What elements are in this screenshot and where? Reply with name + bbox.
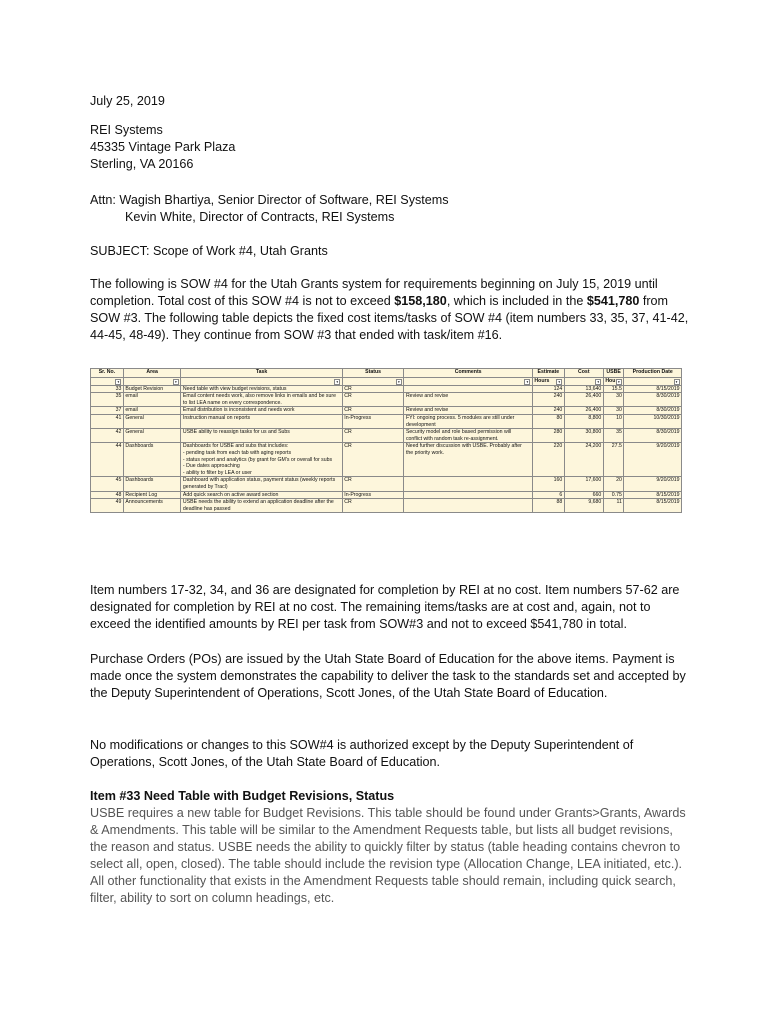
- cell-production-date: 9/20/2019: [624, 477, 682, 491]
- cell-comments: [404, 407, 532, 415]
- cell-task: [181, 429, 342, 443]
- cell-usbe: 10: [603, 414, 624, 428]
- cell-comments: [404, 477, 532, 491]
- cell-sr: 45: [91, 477, 124, 491]
- task-line: - ability to filter by LEA or user: [182, 469, 252, 476]
- task-line: deadline has passed: [182, 505, 231, 512]
- letter-date: July 25, 2019: [90, 94, 165, 108]
- address-line: Sterling, VA 20166: [90, 157, 194, 171]
- filter-dropdown-icon[interactable]: ▾: [595, 379, 601, 385]
- task-line: Email content needs work, also remove links in emails and be sure: [182, 393, 337, 400]
- cell-status: CR: [342, 443, 404, 477]
- cell-estimate: 124: [532, 385, 564, 393]
- table-row: [91, 443, 682, 477]
- cell-status: CR: [342, 393, 404, 407]
- cell-usbe: 15.5: [603, 385, 624, 393]
- intro-paragraph: [90, 276, 690, 344]
- filter-cell: [342, 378, 404, 386]
- cell-area: Dashboards: [123, 477, 181, 491]
- cell-task: [181, 393, 342, 407]
- cell-cost: 26,400: [564, 393, 603, 407]
- cell-task: [181, 477, 342, 491]
- cell-estimate: 88: [532, 499, 564, 513]
- cell-comments: [404, 414, 532, 428]
- cell-status: CR: [342, 407, 404, 415]
- address-line: REI Systems: [90, 123, 163, 137]
- cell-area: Budget Revision: [123, 385, 181, 393]
- comment-line: Need further discussion with USBE. Probably after: [405, 443, 522, 450]
- cell-comments: [404, 491, 532, 499]
- cell-task: [181, 407, 342, 415]
- intro-text: , which is included in the: [446, 294, 587, 308]
- task-line: Need table with view budget revisions, status: [182, 385, 287, 392]
- subject-line: SUBJECT: Scope of Work #4, Utah Grants: [90, 244, 328, 258]
- col-header-cost: Cost: [564, 369, 603, 378]
- col-header-area: Area: [123, 369, 181, 378]
- cell-area: email: [123, 407, 181, 415]
- cell-area: Dashboards: [123, 443, 181, 477]
- task-line: generated by Tracl): [182, 483, 228, 490]
- comment-line: the priority work.: [405, 449, 444, 456]
- filter-dropdown-icon[interactable]: ▾: [396, 379, 402, 385]
- cell-usbe: 30: [603, 407, 624, 415]
- task-line: Dashboard with application status, payment status (weekly reports: [182, 477, 336, 484]
- comment-line: Review and revise: [405, 407, 449, 414]
- task-line: USBE needs the ability to extend an application deadline after the: [182, 499, 334, 506]
- cell-usbe: 30: [603, 393, 624, 407]
- col-header-comments: Comments: [404, 369, 532, 378]
- no-cost-paragraph: Item numbers 17-32, 34, and 36 are designated for completion by REI at no cost. Item numbers 57-62 are designated for completion by REI at no cost. The remaining items/tasks are at cost and, again, not to exceed the identified amounts by REI per task from SOW#3 and not to exceed $541,780 in total.: [90, 583, 680, 631]
- filter-cell: [404, 378, 532, 386]
- cell-estimate: 6: [532, 491, 564, 499]
- cell-production-date: 8/30/2019: [624, 407, 682, 415]
- cell-production-date: 8/15/2019: [624, 499, 682, 513]
- cell-usbe: 11: [603, 499, 624, 513]
- filter-cell: [564, 378, 603, 386]
- cell-estimate: 160: [532, 477, 564, 491]
- cell-area: General: [123, 429, 181, 443]
- table-row: [91, 407, 682, 415]
- cell-cost: 30,800: [564, 429, 603, 443]
- task-line: - pending task from each tab with aging reports: [182, 449, 292, 456]
- col-header-task: Task: [181, 369, 342, 378]
- task-line: Email distribution is inconsistent and needs work: [182, 407, 295, 414]
- sow-table: [90, 368, 682, 513]
- cell-estimate: 240: [532, 407, 564, 415]
- cell-sr: 41: [91, 414, 124, 428]
- table-row: [91, 385, 682, 393]
- task-line: to list LEA name on every correspondence.: [182, 399, 282, 406]
- cell-usbe: 20: [603, 477, 624, 491]
- address-line: 45335 Vintage Park Plaza: [90, 140, 236, 154]
- filter-cell: [532, 378, 564, 386]
- filter-cell: [91, 378, 124, 386]
- cell-estimate: 280: [532, 429, 564, 443]
- cell-estimate: 240: [532, 393, 564, 407]
- comment-line: development: [405, 421, 436, 428]
- table-row: [91, 393, 682, 407]
- filter-dropdown-icon[interactable]: ▾: [115, 379, 121, 385]
- cell-sr: 37: [91, 407, 124, 415]
- cell-comments: [404, 443, 532, 477]
- filter-cell: [123, 378, 181, 386]
- cell-cost: 17,600: [564, 477, 603, 491]
- item33-heading: Item #33 Need Table with Budget Revisions, Status: [90, 789, 395, 803]
- filter-cell: [181, 378, 342, 386]
- cell-status: CR: [342, 499, 404, 513]
- cell-usbe: 35: [603, 429, 624, 443]
- cell-status: CR: [342, 385, 404, 393]
- cell-area: Recipient Log: [123, 491, 181, 499]
- filter-dropdown-icon[interactable]: ▾: [524, 379, 530, 385]
- cell-estimate: 220: [532, 443, 564, 477]
- item33-section: [90, 788, 690, 907]
- comment-line: Review and revise: [405, 393, 449, 400]
- comment-line: conflict with random task re-assignment.: [405, 435, 499, 442]
- cell-cost: 26,400: [564, 407, 603, 415]
- attn-line: Kevin White, Director of Contracts, REI Systems: [125, 210, 395, 224]
- filter-dropdown-icon[interactable]: ▾: [616, 379, 622, 385]
- cell-cost: 9,680: [564, 499, 603, 513]
- table-row: [91, 429, 682, 443]
- intro-amount: $541,780: [586, 294, 640, 308]
- cell-comments: [404, 393, 532, 407]
- col-header-usbe-hours: Hou: [605, 378, 616, 384]
- cell-comments: [404, 499, 532, 513]
- cell-status: In-Progress: [342, 414, 404, 428]
- task-line: Dashboards for USBE and subs that includes:: [182, 443, 289, 450]
- cell-cost: 660: [564, 491, 603, 499]
- cell-production-date: 8/15/2019: [624, 385, 682, 393]
- intro-text: The following is SOW #4 for the Utah Grants system for requirements beginning on July 15, 2019 until completion. Total cost of this SOW #4 is not to exceed: [90, 277, 658, 308]
- cell-status: CR: [342, 477, 404, 491]
- cell-sr: 48: [91, 491, 124, 499]
- cell-usbe: 0.75: [603, 491, 624, 499]
- task-line: - Due dates approaching: [182, 463, 240, 470]
- recipient-address: [90, 122, 235, 173]
- table-row: [91, 477, 682, 491]
- comment-line: FYI: ongoing process. 5 modules are still under: [405, 414, 515, 421]
- cell-task: [181, 443, 342, 477]
- cell-status: In-Progress: [342, 491, 404, 499]
- col-header-hours: Hours: [534, 378, 550, 384]
- col-header-status: Status: [342, 369, 404, 378]
- cell-cost: 8,800: [564, 414, 603, 428]
- cell-task: [181, 499, 342, 513]
- cell-production-date: 8/30/2019: [624, 429, 682, 443]
- cell-cost: 24,200: [564, 443, 603, 477]
- attention-block: [90, 192, 449, 226]
- intro-amount: $158,180: [394, 294, 447, 308]
- col-header-sr: Sr. No.: [91, 369, 124, 378]
- filter-cell: [624, 378, 682, 386]
- cell-status: CR: [342, 429, 404, 443]
- intro-text: from SOW #3. The following table depicts the fixed cost items/tasks of SOW #4 (item numbers 33, 35, 37, 41-42, 44-45, 48-49). They continue from SOW #3 that ended with task/item #16.: [90, 294, 689, 342]
- table-row: [91, 499, 682, 513]
- cell-sr: 42: [91, 429, 124, 443]
- cell-production-date: 8/30/2019: [624, 393, 682, 407]
- cell-estimate: 80: [532, 414, 564, 428]
- cell-comments: [404, 385, 532, 393]
- cell-production-date: 9/20/2019: [624, 443, 682, 477]
- task-line: USBE ability to reassign tasks for us and Subs: [182, 429, 290, 436]
- sow-table-body: [91, 385, 682, 513]
- cell-production-date: 10/30/2019: [624, 414, 682, 428]
- task-line: - status report and analytics (by grant for GM's or overall for subs: [182, 456, 333, 463]
- cell-sr: 49: [91, 499, 124, 513]
- cell-task: [181, 414, 342, 428]
- table-row: [91, 414, 682, 428]
- cell-sr: 44: [91, 443, 124, 477]
- cell-task: [181, 491, 342, 499]
- cell-usbe: 27.5: [603, 443, 624, 477]
- sort-filter-icon[interactable]: ▾: [173, 379, 179, 385]
- cell-production-date: 8/15/2019: [624, 491, 682, 499]
- col-header-production-date: Production Date: [624, 369, 682, 378]
- col-header-estimate: Estimate: [532, 369, 564, 378]
- modifications-paragraph: No modifications or changes to this SOW#4 is authorized except by the Deputy Superintendent of Operations, Scott Jones, of the Utah State Board of Education.: [90, 738, 634, 769]
- attn-line: Attn: Wagish Bhartiya, Senior Director of Software, REI Systems: [90, 193, 449, 207]
- filter-dropdown-icon[interactable]: ▾: [674, 379, 680, 385]
- comment-line: Security model and role based permission will: [405, 429, 512, 436]
- task-line: Instruction manual on reports: [182, 414, 251, 421]
- item33-body: USBE requires a new table for Budget Revisions. This table should be found under Grants>Grants, Awards & Amendments. This table will be similar to the Amendment Requests table, but lists all budget revisions, the reason and status. USBE needs the ability to quickly filter by status (table heading contains chevron to select all, open, closed). The table should include the revision type (Allocation Change, LEA initiated, etc.). All other functionality that exists in the Amendment Requests table should remain, including quick search, filter, ability to sort on column headings, etc.: [90, 806, 686, 905]
- task-line: Add quick search on active award section: [182, 491, 279, 498]
- cell-sr: 33: [91, 385, 124, 393]
- col-header-usbe: USBE: [603, 369, 624, 378]
- cell-task: [181, 385, 342, 393]
- cell-area: General: [123, 414, 181, 428]
- cell-area: Announcements: [123, 499, 181, 513]
- filter-dropdown-icon[interactable]: ▾: [334, 379, 340, 385]
- filter-cell: [603, 378, 624, 386]
- cell-comments: [404, 429, 532, 443]
- purchase-orders-paragraph: Purchase Orders (POs) are issued by the Utah State Board of Education for the above items. Payment is made once the system demonstrates the capability to deliver the task to the standards set and accepted by the Deputy Superintendent of Operations, Scott Jones, of the Utah State Board of Education.: [90, 652, 686, 700]
- cell-sr: 35: [91, 393, 124, 407]
- cell-area: email: [123, 393, 181, 407]
- table-row: [91, 491, 682, 499]
- cell-cost: 13,640: [564, 385, 603, 393]
- filter-dropdown-icon[interactable]: ▾: [556, 379, 562, 385]
